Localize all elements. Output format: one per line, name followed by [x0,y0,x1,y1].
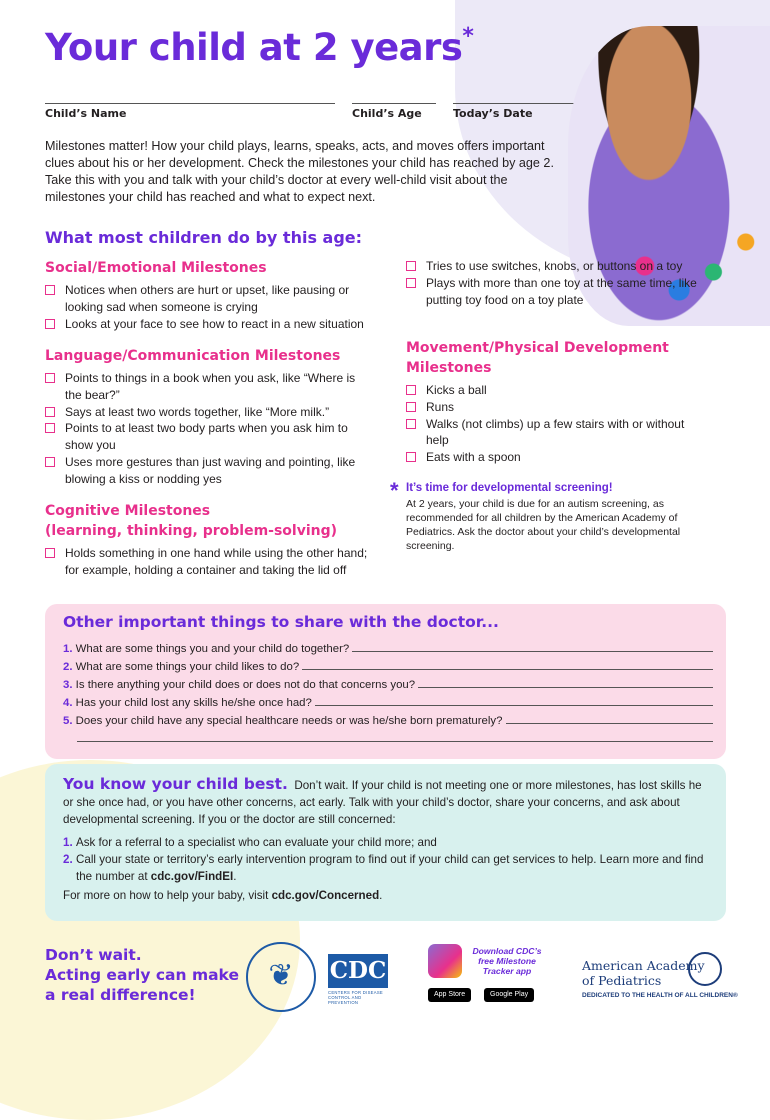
question-item[interactable]: 4. Has your child lost any skills he/she once had? [63,694,713,712]
know-your-child-text: You know your child best. Don’t wait. If your child is not meeting one or more milestones, has lost skills he or she once had, or you have other concerns, act early. Talk with your child’s doctor, share your concerns, and ask about developmental screening. If you or the doctor are still concerned: [63,775,702,826]
question-item[interactable]: 1. What are some things you and your child do together? [63,640,713,658]
cognitive-heading: Cognitive Milestones (learning, thinking, problem-solving) [45,503,338,539]
todays-date-label: Today’s Date [453,107,533,120]
milestone-item: Runs [406,399,686,416]
milestone-item: Holds something in one hand while using the other hand; for example, holding a container and taking the lid off [45,545,375,579]
page-title: Your child at 2 years* [45,23,474,69]
checkbox[interactable] [45,285,55,295]
findei-link[interactable]: cdc.gov/FindEI [150,870,234,883]
checkbox[interactable] [45,423,55,433]
asterisk-icon: * [390,478,399,503]
childs-name-label: Child’s Name [45,107,127,120]
doctor-questions-list [63,640,713,748]
milestone-item: Points to things in a book when you ask, like “Where is the bear?” [45,370,365,404]
language-heading: Language/Communication Milestones [45,348,341,364]
childs-age-label: Child’s Age [352,107,422,120]
section-title: What most children do by this age: [45,228,363,247]
checkbox[interactable] [406,278,416,288]
cdc-logo: CDC CENTERS FOR DISEASE CONTROL AND PREVENTION [328,954,388,1005]
checkbox[interactable] [406,261,416,271]
social-emotional-list [45,282,375,332]
question-item[interactable]: 5. Does your child have any special healthcare needs or was he/she born prematurely? [63,712,713,730]
cognitive-list [45,545,375,579]
milestone-item: Tries to use switches, knobs, or buttons on a toy [406,258,706,275]
milestone-item: Notices when others are hurt or upset, like pausing or looking sad when someone is crying [45,282,375,316]
milestone-item: Points to at least two body parts when you ask him to show you [45,420,365,454]
cognitive-list-continued [406,258,706,308]
know-your-child-title: You know your child best. [63,775,288,793]
milestone-item: Says at least two words together, like “More milk.” [45,404,365,421]
milestone-item: Looks at your face to see how to react in a new situation [45,316,375,333]
checkbox[interactable] [45,407,55,417]
more-info-line: For more on how to help your baby, visit cdc.gov/Concerned. [63,889,383,902]
answer-line[interactable] [63,730,713,748]
aap-seal-logo [688,952,722,986]
checkbox[interactable] [45,319,55,329]
google-play-badge[interactable]: Google Play [484,988,534,1002]
app-download-text: Download CDC’s free Milestone Tracker app [472,946,542,976]
screening-body: At 2 years, your child is due for an autism screening, as recommended for all children by the American Academy of Pediatrics. Ask the doctor about your child’s developmental screening. [406,498,681,552]
concerned-link[interactable]: cdc.gov/Concerned [271,889,380,902]
milestone-item: Eats with a spoon [406,449,686,466]
checkbox[interactable] [45,457,55,467]
action-step: 1. Ask for a referral to a specialist who can evaluate your child more; and [63,836,437,849]
intro-paragraph: Milestones matter! How your child plays, learns, speaks, acts, and moves offers important clues about his or her development. Check the milestones your child has reached by age 2. Take this with you and talk with your child’s doctor at every well-child visit about the milestones your child has reached and what to expect next. [45,139,554,204]
checkbox[interactable] [45,548,55,558]
checkbox[interactable] [406,385,416,395]
checkbox[interactable] [406,419,416,429]
action-steps-list [63,834,713,885]
app-store-badge[interactable]: App Store [428,988,471,1002]
milestone-tracker-app-icon [428,944,462,978]
action-step: 2. Call your state or territory’s early intervention program to find out if your child can get services to help. Learn more and find the number at cdc.gov/FindEI. [63,853,704,883]
doctor-questions-title: Other important things to share with the doctor... [63,613,499,631]
movement-heading: Movement/Physical Development Milestones [406,340,669,376]
footer-slogan: Don’t wait. Acting early can make a real difference! [45,946,239,1004]
checkbox[interactable] [406,452,416,462]
milestone-item: Plays with more than one toy at the same time, like putting toy food on a toy plate [406,275,706,309]
checkbox[interactable] [45,373,55,383]
aap-logo-text: American Academy of Pediatrics [582,958,705,988]
milestone-item: Walks (not climbs) up a few stairs with or without help [406,416,686,450]
question-item[interactable]: 2. What are some things your child likes to do? [63,658,713,676]
milestone-item: Uses more gestures than just waving and pointing, like blowing a kiss or nodding yes [45,454,365,488]
milestone-item: Kicks a ball [406,382,686,399]
screening-title: It’s time for developmental screening! [406,482,613,494]
checkbox[interactable] [406,402,416,412]
question-item[interactable]: 3. Is there anything your child does or does not do that concerns you? [63,676,713,694]
movement-list [406,382,686,466]
childs-name-field[interactable] [45,103,335,120]
aap-tagline: DEDICATED TO THE HEALTH OF ALL CHILDREN® [582,992,738,999]
childs-age-field[interactable] [352,103,436,120]
language-list [45,370,365,488]
social-emotional-heading: Social/Emotional Milestones [45,260,267,276]
hhs-seal-logo: ❦ [246,942,316,1012]
